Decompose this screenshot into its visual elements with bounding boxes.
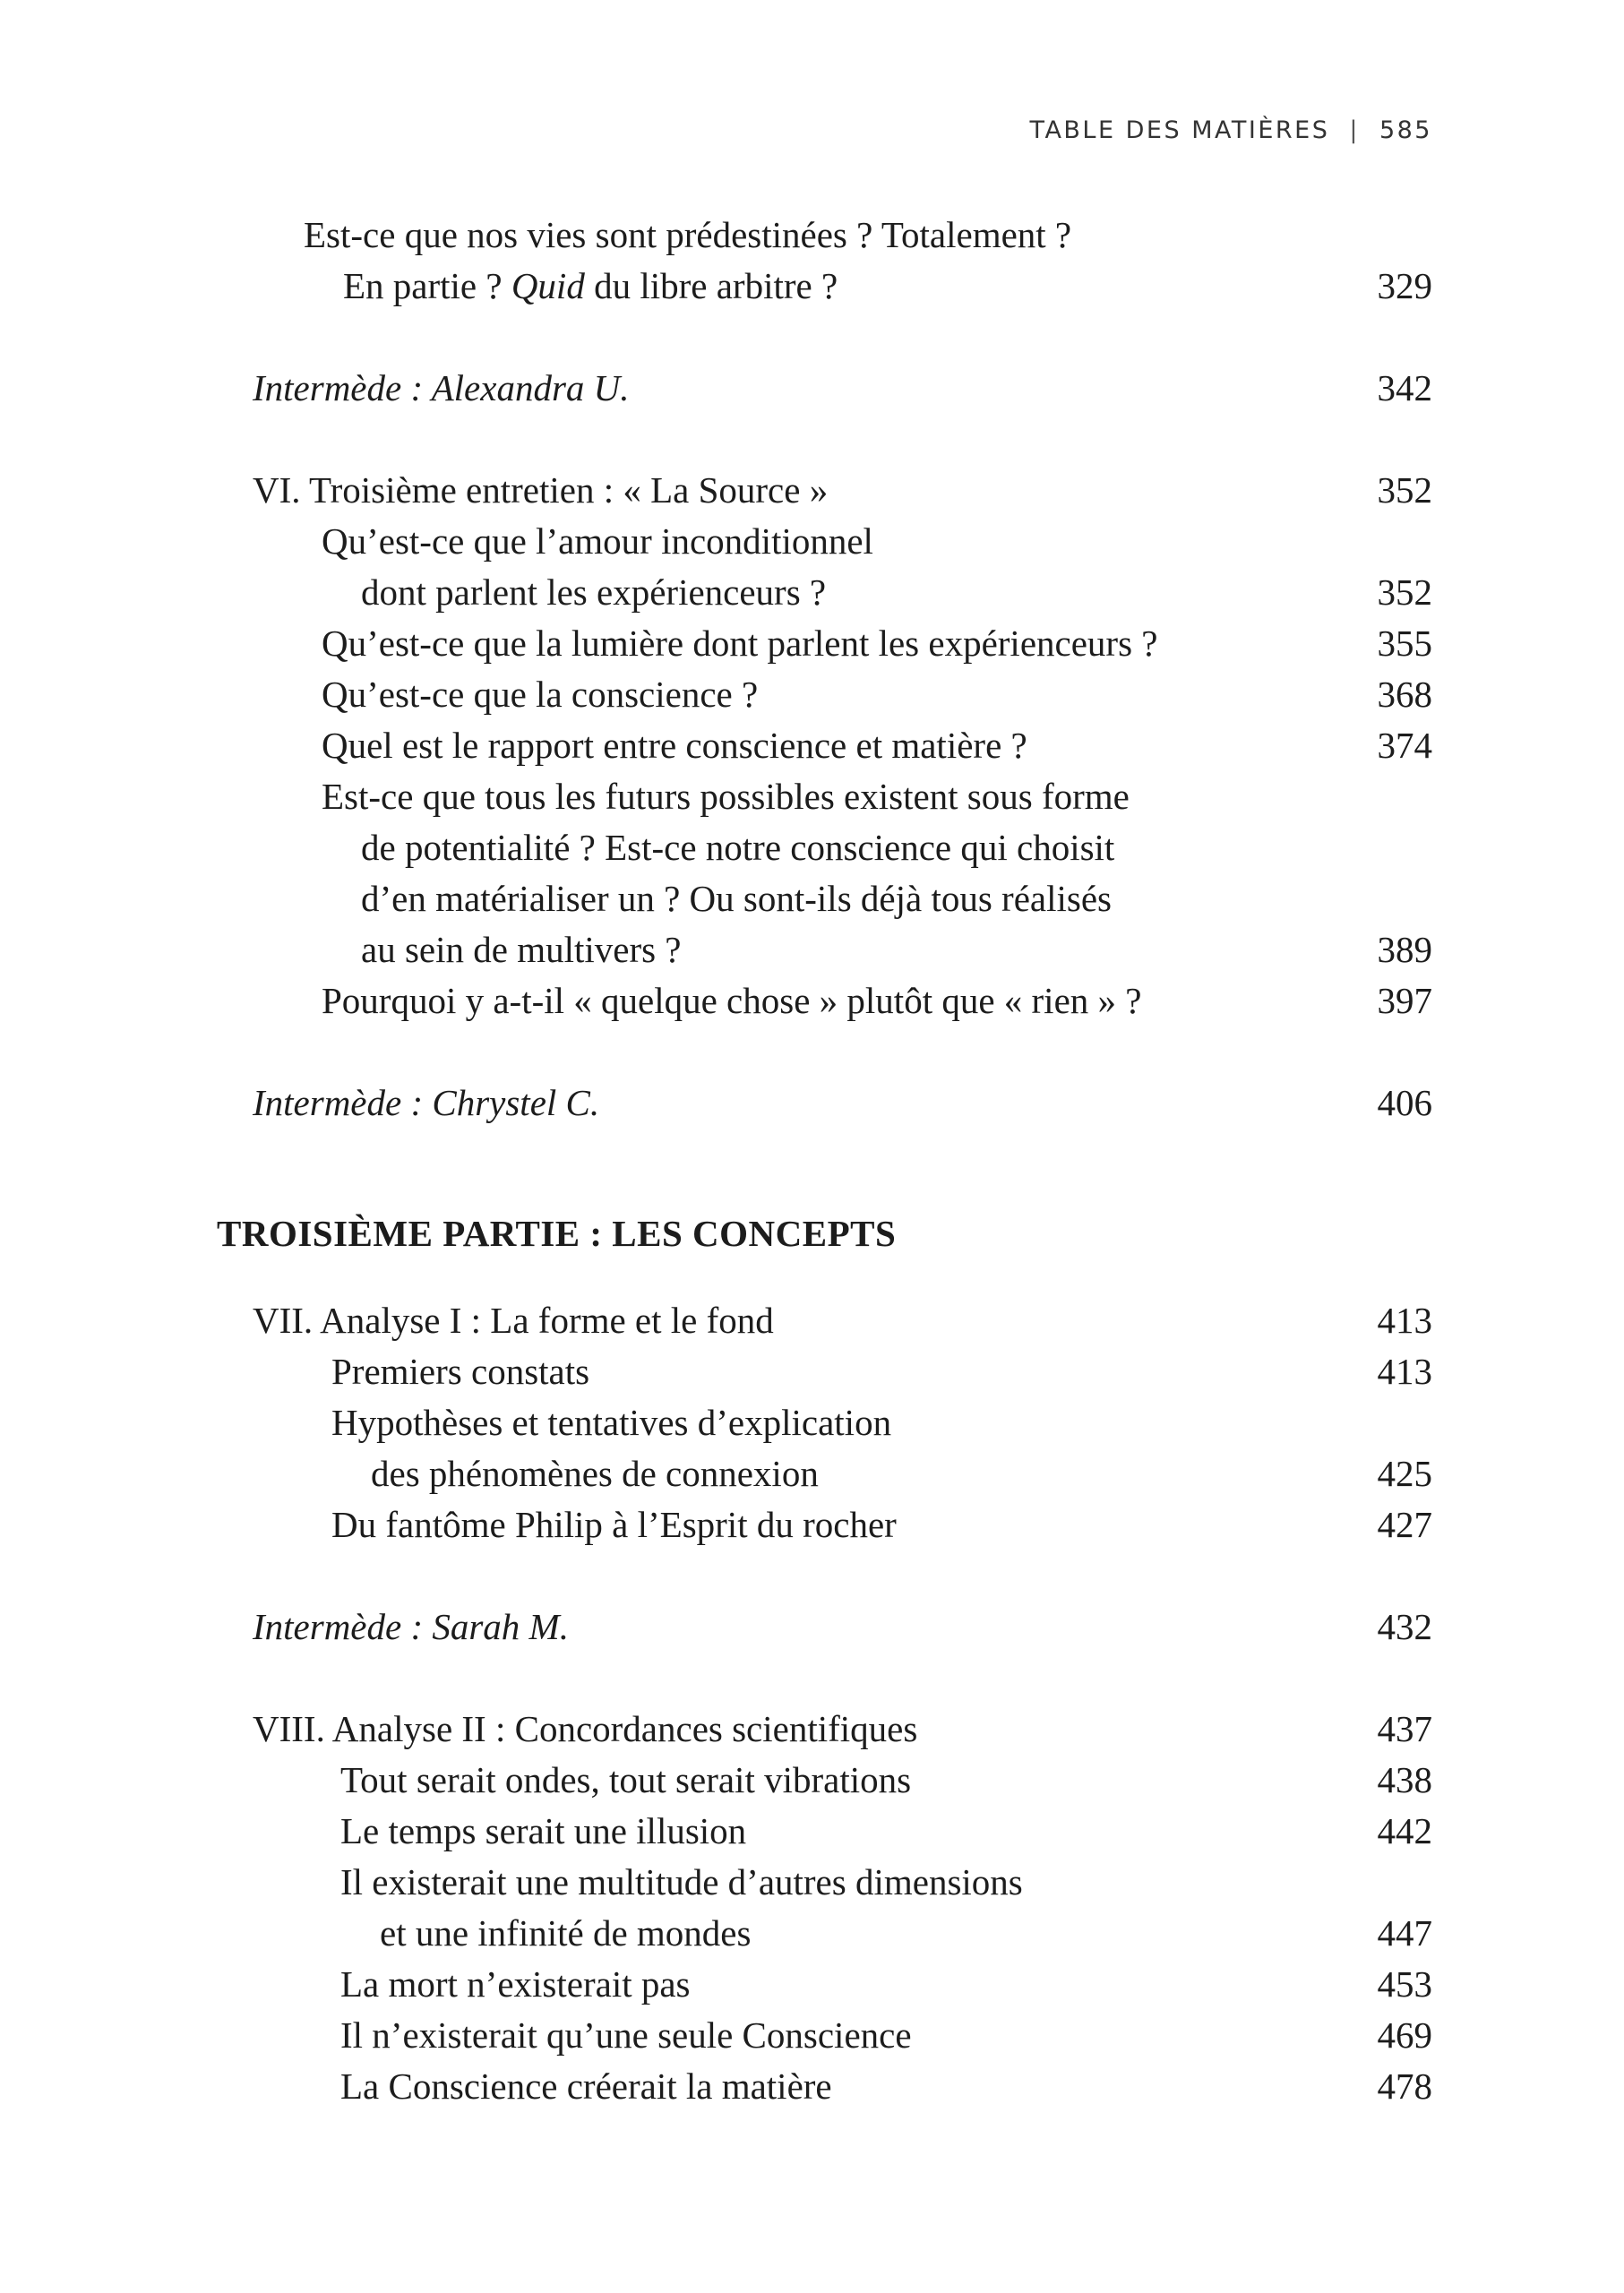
toc-entry-text: des phénomènes de connexion [371,1453,819,1494]
toc-entry-page: 442 [1377,1810,1432,1851]
toc-entry-page: 397 [1377,980,1432,1021]
toc-entry-page: 406 [1377,1082,1432,1123]
toc-entry-page: 413 [1377,1351,1432,1392]
toc-entry-text: Hypothèses et tentatives d’explication [331,1402,892,1443]
toc-interlude-title: Intermède : Sarah M. [253,1606,569,1647]
page-number: 585 [1379,116,1432,144]
toc-entry-italic-term: Quid [511,265,585,306]
toc-entry-page: 374 [1377,725,1432,766]
toc-chapter-title: VI. Troisième entretien : « La Source » [253,469,829,511]
toc-entry-page: 432 [1377,1606,1432,1647]
toc-entry-text: Il existerait une multitude d’autres dimensions [340,1861,1023,1902]
toc-entry-page: 413 [1377,1300,1432,1341]
toc-entry-page: 427 [1377,1504,1432,1545]
toc-entry-page: 453 [1377,1963,1432,2005]
part-title: TROISIÈME PARTIE : LES CONCEPTS [217,1213,897,1254]
toc-entry-page: 438 [1377,1759,1432,1800]
toc-entry-text: Quel est le rapport entre conscience et matière ? [322,725,1027,766]
toc-entry-page: 478 [1377,2065,1432,2107]
toc-entry-text: Est-ce que tous les futurs possibles existent sous forme [322,776,1130,817]
toc-entry-page: 368 [1377,674,1432,715]
toc-entry-page: 352 [1377,469,1432,511]
toc-entry-text-part: En partie ? [343,265,511,306]
toc-entry-text [343,265,838,306]
toc-entry-text: d’en matérialiser un ? Ou sont-ils déjà tous réalisés [361,878,1112,919]
toc-chapter-title: VII. Analyse I : La forme et le fond [253,1300,774,1341]
toc-entry-page: 352 [1377,571,1432,613]
toc-entry-text-part: du libre arbitre ? [584,265,838,306]
toc-entry-text: Le temps serait une illusion [340,1810,747,1851]
toc-entry-page: 437 [1377,1708,1432,1749]
toc-chapter-title: VIII. Analyse II : Concordances scientifiques [253,1708,918,1749]
toc-entry-text: dont parlent les expérienceurs ? [361,571,827,613]
toc-entry-text: et une infinité de mondes [380,1912,752,1954]
toc-entry-page: 447 [1377,1912,1432,1954]
toc-entry-page: 469 [1377,2014,1432,2056]
toc-entry-page: 389 [1377,929,1432,970]
toc-entry-text: Du fantôme Philip à l’Esprit du rocher [331,1504,897,1545]
toc-entry-page: 425 [1377,1453,1432,1494]
toc-entry-text: Il n’existerait qu’une seule Conscience [340,2014,912,2056]
toc-entry-text: au sein de multivers ? [361,929,682,970]
toc-interlude-title: Intermède : Chrystel C. [253,1082,600,1123]
toc-entry-text: La mort n’existerait pas [340,1963,691,2005]
running-head-title: TABLE DES MATIÈRES [1029,116,1330,144]
toc-entry-text: Tout serait ondes, tout serait vibrations [340,1759,912,1800]
toc-entry-page: 342 [1377,367,1432,408]
toc-interlude-title: Intermède : Alexandra U. [253,367,630,408]
toc-entry-text: Qu’est-ce que l’amour inconditionnel [322,520,873,562]
toc-entry-text: La Conscience créerait la matière [340,2065,832,2107]
toc-entry-text: Pourquoi y a-t-il « quelque chose » plutôt que « rien » ? [322,980,1142,1021]
toc-entry-text: Qu’est-ce que la conscience ? [322,674,759,715]
toc-entry-text: Qu’est-ce que la lumière dont parlent les expérienceurs ? [322,623,1158,664]
running-head-separator: | [1349,116,1360,144]
toc-entry-text: de potentialité ? Est-ce notre conscience qui choisit [361,827,1115,868]
toc-entry-page: 355 [1377,623,1432,664]
toc-entry-text: Est-ce que nos vies sont prédestinées ? Totalement ? [304,214,1072,255]
toc-entry-page: 329 [1377,265,1432,306]
toc-entry-text: Premiers constats [331,1351,590,1392]
